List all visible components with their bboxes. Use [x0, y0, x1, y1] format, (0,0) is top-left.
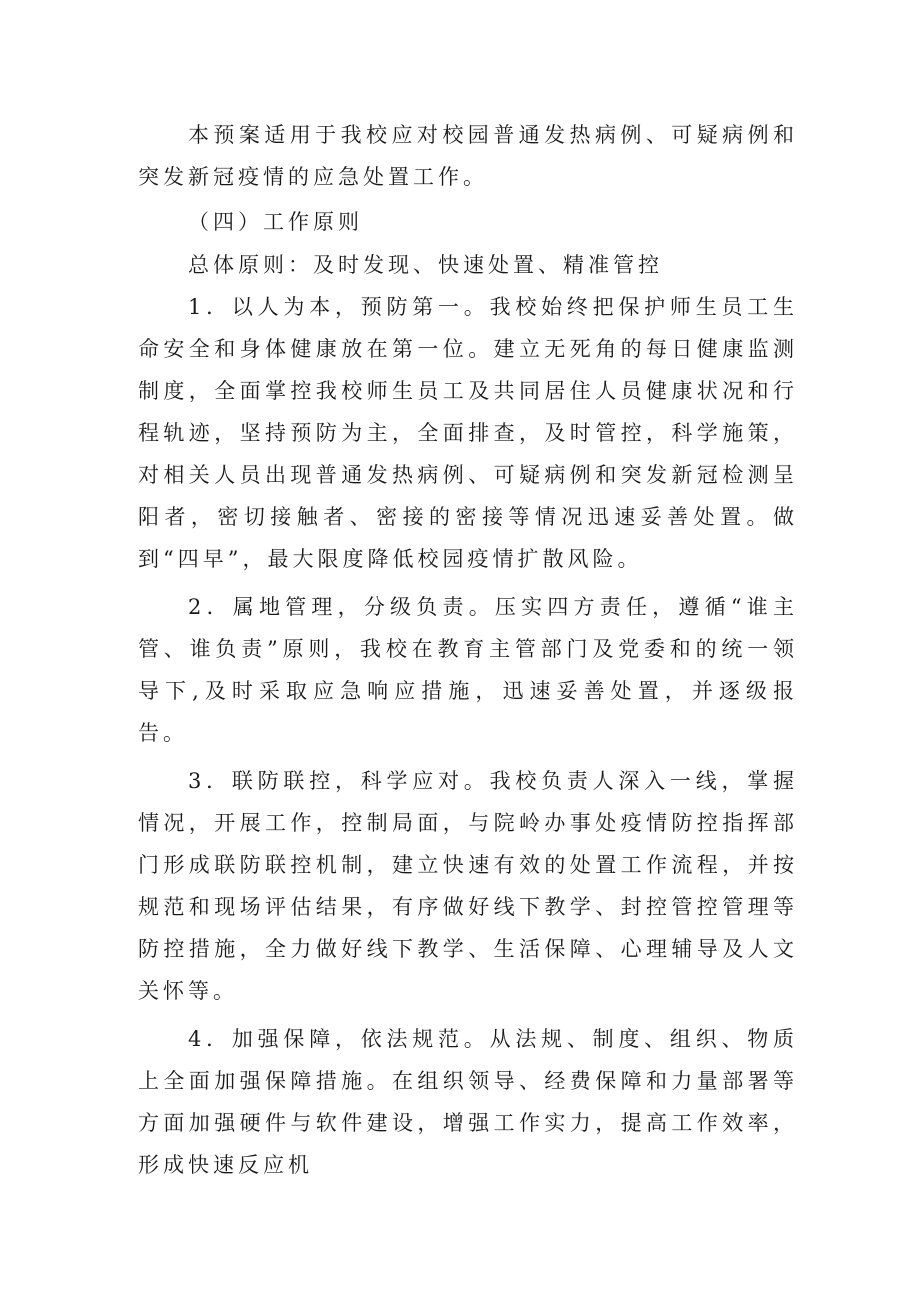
principle-4-paragraph: 4．加强保障，依法规范。从法规、制度、组织、物质上全面加强保障措施。在组织领导、经费保障和力量部署等方面加强硬件与软件建设，增强工作实力，提高工作效率，形成快速反应机 [138, 1027, 798, 1177]
general-principle-paragraph: 总体原则：及时发现、快速处置、精准管控 [188, 253, 663, 277]
principle-3-paragraph: 3．联防联控，科学应对。我校负责人深入一线，掌握情况，开展工作，控制局面，与院岭办事处疫情防控指挥部门形成联防联控机制，建立快速有效的处置工作流程，并按规范和现场评估结果，有序做好线下教学、封控管控管理等防控措施，全力做好线下教学、生活保障、心理辅导及人文关怀等。 [138, 769, 798, 1003]
principle-2-paragraph: 2．属地管理，分级负责。压实四方责任，遵循“谁主管、谁负责”原则，我校在教育主管部门及党委和的统一领导下,及时采取应急响应措施，迅速妥善处置，并逐级报告。 [138, 595, 798, 745]
section-heading-work-principles: （四）工作原则 [188, 210, 363, 234]
scope-paragraph: 本预案适用于我校应对校园普通发热病例、可疑病例和突发新冠疫情的应急处置工作。 [138, 123, 798, 189]
principle-1-paragraph: 1．以人为本，预防第一。我校始终把保护师生员工生命安全和身体健康放在第一位。建立无死角的每日健康监测制度，全面掌控我校师生员工及共同居住人员健康状况和行程轨迹，坚持预防为主，全面排查，及时管控，科学施策，对相关人员出现普通发热病例、可疑病例和突发新冠检测呈阳者，密切接触者、密接的密接等情况迅速妥善处置。做到“四早”，最大限度降低校园疫情扩散风险。 [138, 295, 798, 571]
document-body [138, 114, 798, 1186]
